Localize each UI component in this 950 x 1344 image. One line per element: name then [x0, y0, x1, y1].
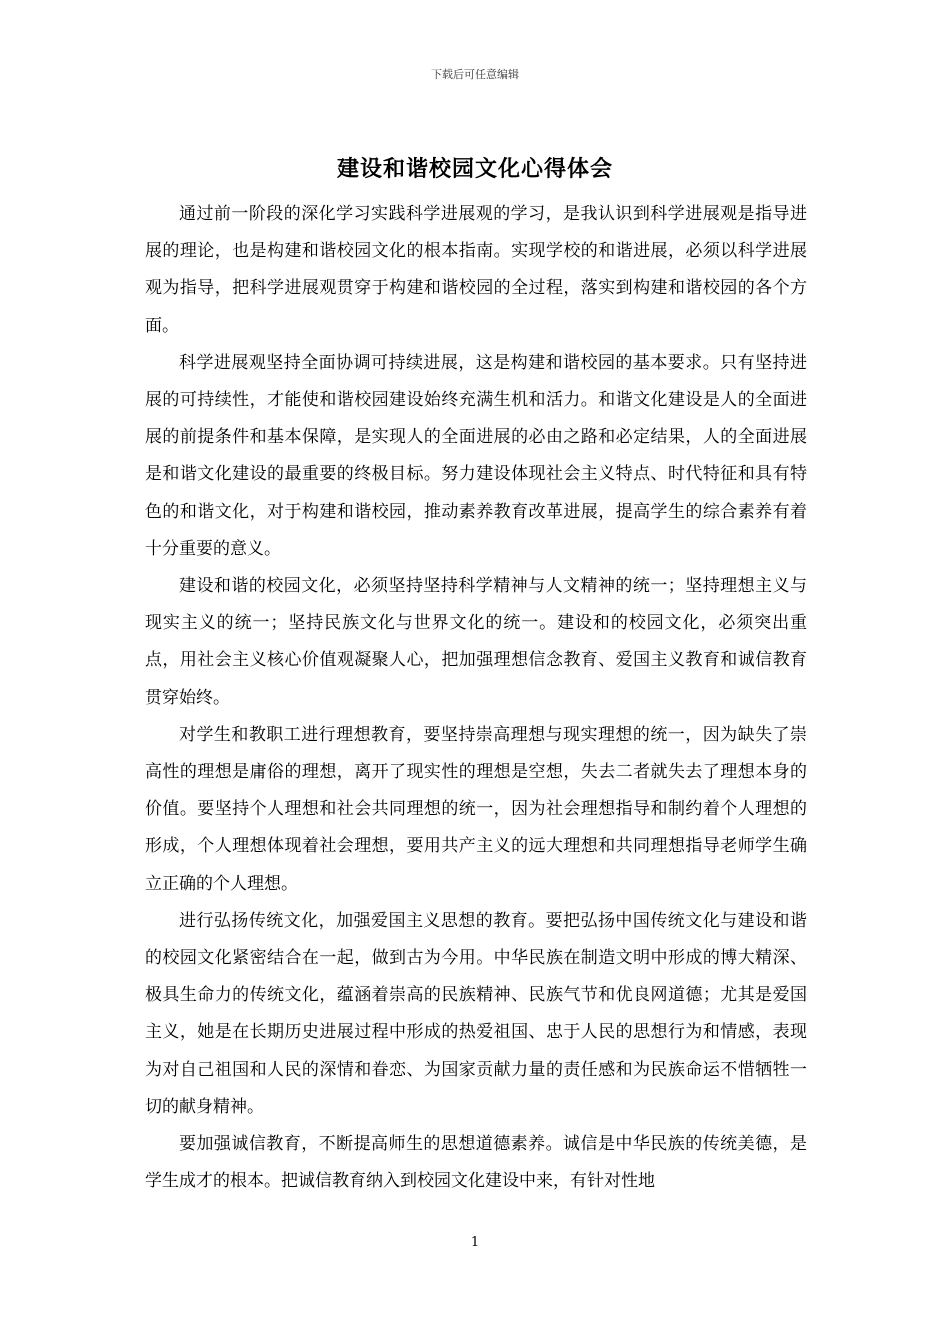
paragraph: 对学生和教职工进行理想教育，要坚持崇高理想与现实理想的统一，因为缺失了崇高性的理想是庸俗的理想，离开了现实性的理想是空想，失去二者就失去了理想本身的价值。要坚持个人理想和社会共同理想的统一，因为社会理想指导和制约着个人理想的形成，个人理想体现着社会理想，要用共产主义的远大理想和共同理想指导老师学生确立正确的个人理想。: [145, 724, 807, 894]
paragraph: 建设和谐的校园文化，必须坚持坚持科学精神与人文精神的统一；坚持理想主义与现实主义的统一；坚持民族文化与世界文化的统一。建设和的校园文化，必须突出重点，用社会主义核心价值观凝聚人心，把加强理想信念教育、爱国主义教育和诚信教育贯穿始终。: [145, 576, 807, 708]
paragraph: 通过前一阶段的深化学习实践科学进展观的学习，是我认识到科学进展观是指导进展的理论，也是构建和谐校园文化的根本指南。实现学校的和谐进展，必须以科学进展观为指导，把科学进展观贯穿于构建和谐校园的全过程，落实到构建和谐校园的各个方面。: [145, 204, 807, 336]
paragraph: 要加强诚信教育，不断提高师生的思想道德素养。诚信是中华民族的传统美德，是学生成才的根本。把诚信教育纳入到校园文化建设中来，有针对性地: [145, 1134, 807, 1192]
document-title: 建设和谐校园文化心得体会: [336, 156, 613, 182]
document-body: [145, 196, 807, 1200]
paragraph: 进行弘扬传统文化，加强爱国主义思想的教育。要把弘扬中国传统文化与建设和谐的校园文化紧密结合在一起，做到古为今用。中华民族在制造文明中形成的博大精深、极具生命力的传统文化，蕴涵着崇高的民族精神、民族气节和优良网道德；尤其是爱国主义，她是在长期历史进展过程中形成的热爱祖国、忠于人民的思想行为和情感，表现为对自己祖国和人民的深情和眷恋、为国家贡献力量的责任感和为民族命运不惜牺牲一切的献身精神。: [145, 910, 807, 1117]
page-header-note: 下载后可任意编辑: [431, 68, 519, 81]
paragraph: 科学进展观坚持全面协调可持续进展，这是构建和谐校园的基本要求。只有坚持进展的可持续性，才能使和谐校园建设始终充满生机和活力。和谐文化建设是人的全面进展的前提条件和基本保障，是实现人的全面进展的必由之路和必定结果，人的全面进展是和谐文化建设的最重要的终极目标。努力建设体现社会主义特点、时代特征和具有特色的和谐文化，对于构建和谐校园，推动素养教育改革进展，提高学生的综合素养有着十分重要的意义。: [145, 352, 807, 559]
page-number: 1: [470, 1235, 480, 1250]
